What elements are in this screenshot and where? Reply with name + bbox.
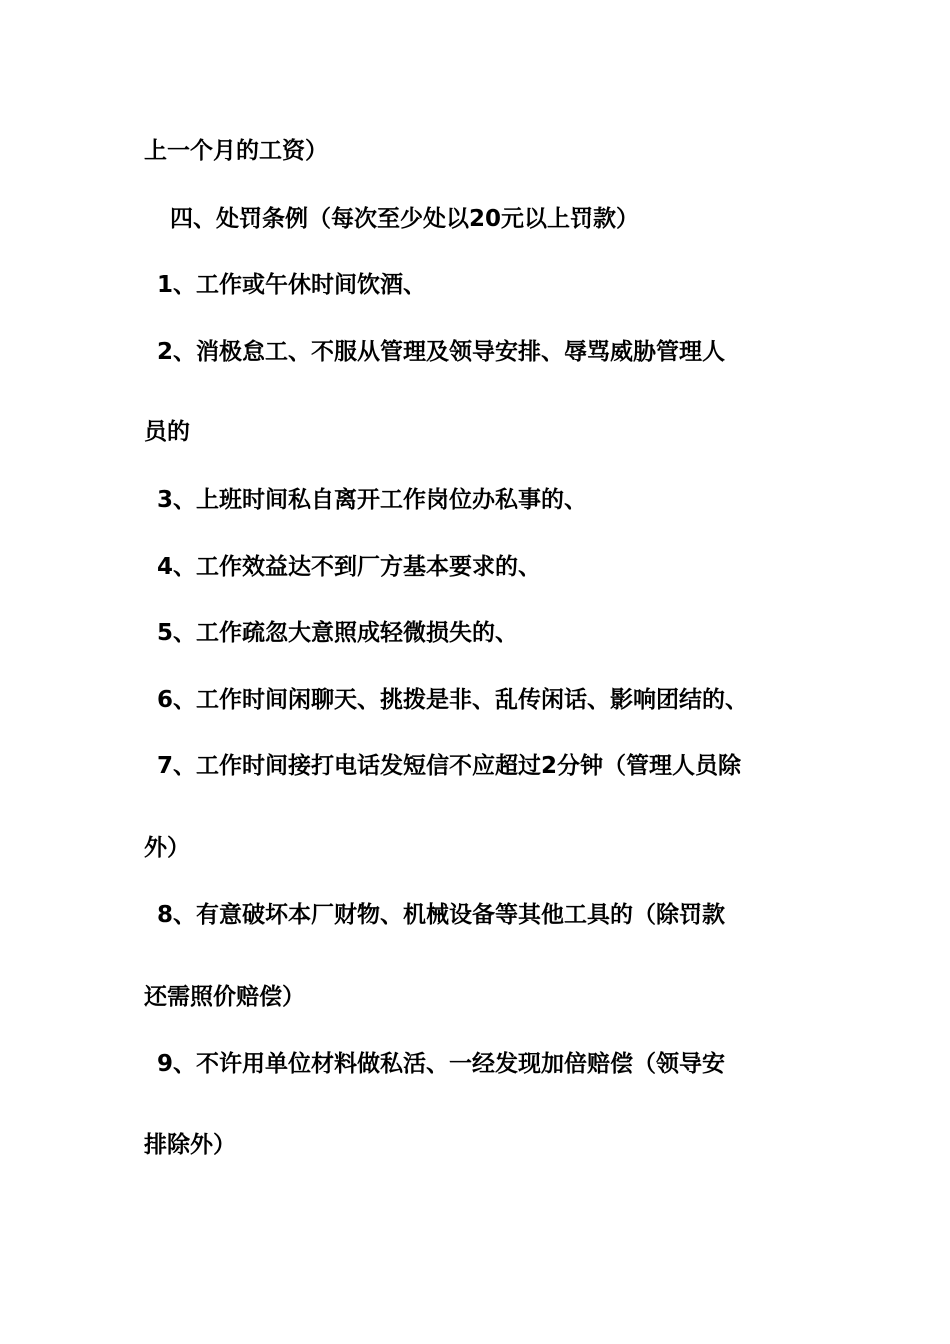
rule-item-3: 3、上班时间私自离开工作岗位办私事的、 xyxy=(157,487,588,513)
rule-item-1: 1、工作或午休时间饮酒、 xyxy=(157,272,427,298)
rule-item-2-continued: 员的 xyxy=(144,419,190,445)
rule-item-8: 8、有意破坏本厂财物、机械设备等其他工具的（除罚款 xyxy=(157,902,726,928)
rule-item-8-continued: 还需照价赔偿） xyxy=(144,984,305,1010)
rule-item-5: 5、工作疏忽大意照成轻微损失的、 xyxy=(157,620,519,646)
section-heading: 四、处罚条例（每次至少处以20元以上罚款） xyxy=(170,206,640,232)
rule-item-4: 4、工作效益达不到厂方基本要求的、 xyxy=(157,554,542,580)
rule-item-9-continued: 排除外） xyxy=(144,1132,236,1158)
rule-item-7-continued: 外） xyxy=(144,835,190,861)
rule-item-7: 7、工作时间接打电话发短信不应超过2分钟（管理人员除 xyxy=(157,753,742,779)
rule-item-2: 2、消极怠工、不服从管理及领导安排、辱骂威胁管理人 xyxy=(157,339,726,365)
rule-item-6: 6、工作时间闲聊天、挑拨是非、乱传闲话、影响团结的、 xyxy=(157,687,749,713)
text-line: 上一个月的工资） xyxy=(144,138,328,164)
rule-item-9: 9、不许用单位材料做私活、一经发现加倍赔偿（领导安 xyxy=(157,1051,726,1077)
